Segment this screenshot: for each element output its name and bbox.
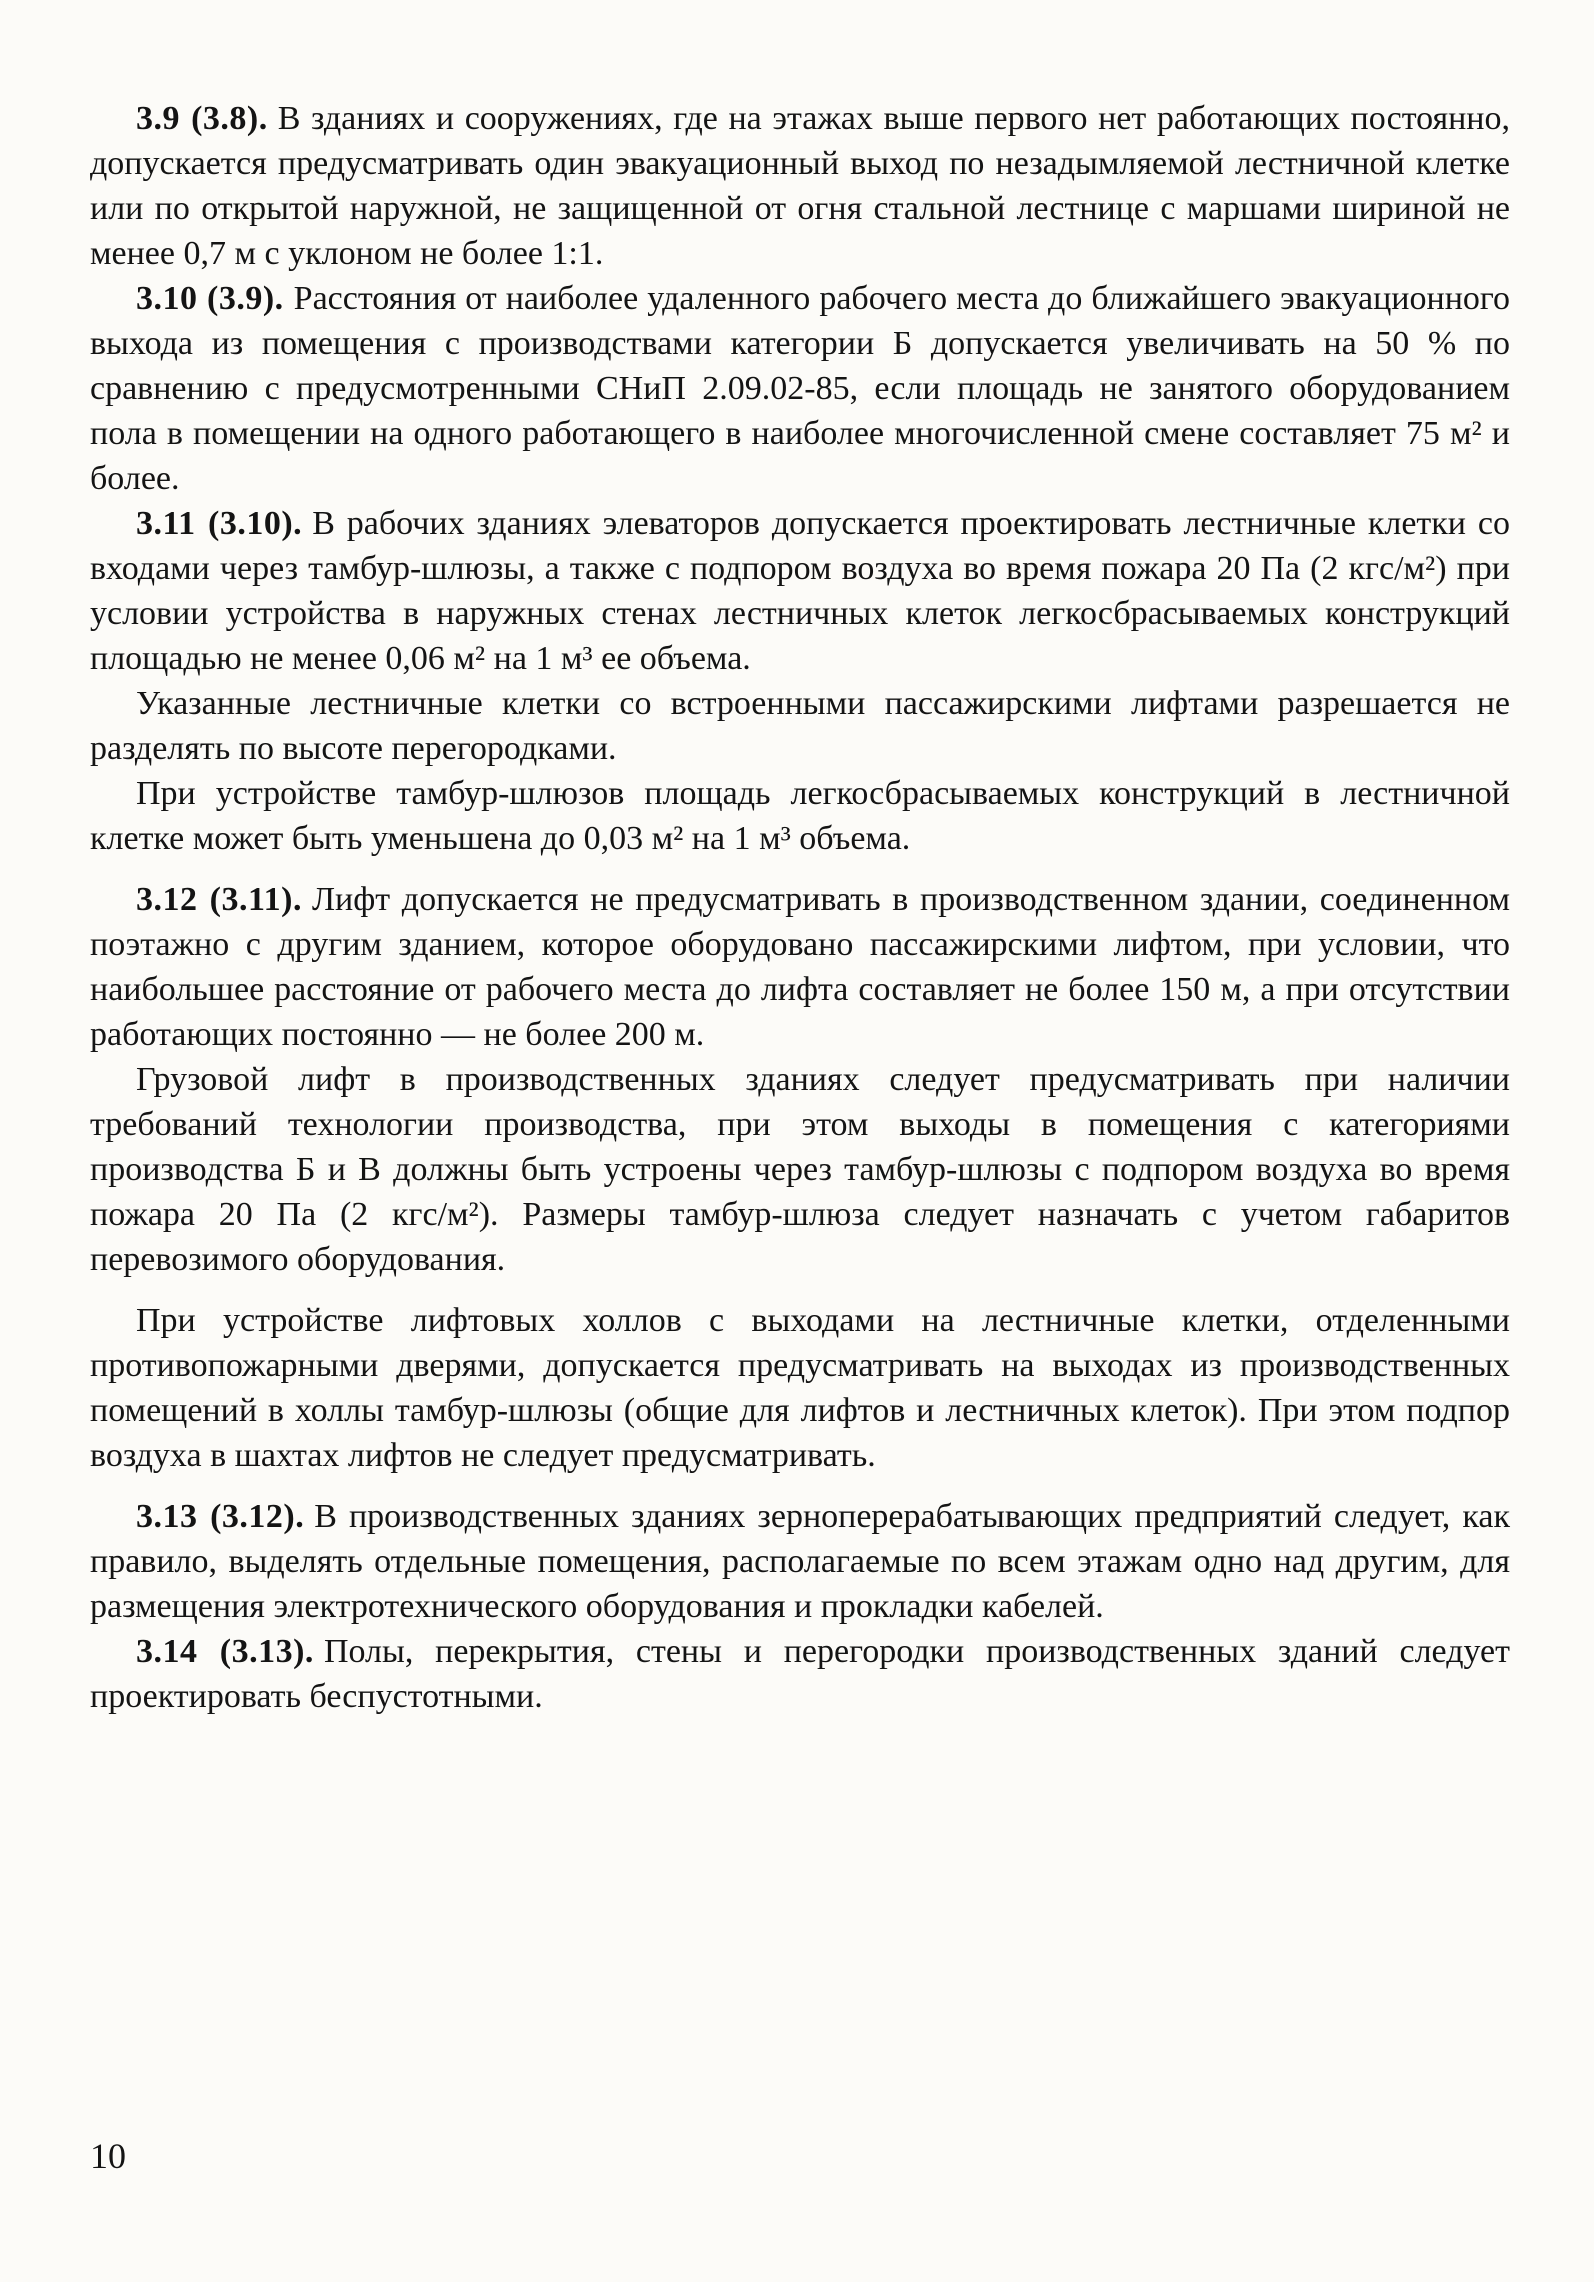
paragraph-3-12-label: 3.12 (3.11).: [136, 881, 302, 918]
paragraph-3-10-text: Расстояния от наиболее удаленного рабочего места до ближайшего эвакуационного выхода из помещения с производствами категории Б допускается увеличивать на 50 % по сравнению с предусмотренными СНиП 2.09.02-85, если площадь не занятого оборудованием пола в помещении на одного работающего в наиболее многочисленной смене составляет 75 м² и более.: [90, 280, 1510, 497]
paragraph-3-13-label: 3.13 (3.12).: [136, 1498, 305, 1535]
paragraph-3-10: [90, 276, 1510, 501]
paragraph-3-14: [90, 1629, 1510, 1719]
paragraph-3-12-cont-2: [90, 1298, 1510, 1478]
paragraph-3-11-cont-2: [90, 771, 1510, 861]
paragraph-3-11-label: 3.11 (3.10).: [136, 505, 303, 542]
paragraph-3-10-label: 3.10 (3.9).: [136, 280, 284, 317]
paragraph-3-13: [90, 1494, 1510, 1629]
paragraph-3-12-text: Лифт допускается не предусматривать в производственном здании, соединенном поэтажно с другим зданием, которое оборудовано пассажирскими лифтом, при условии, что наибольшее расстояние от рабочего места до лифта составляет не более 150 м, а при отсутствии работающих постоянно — не более 200 м.: [90, 881, 1510, 1053]
paragraph-3-9-text: В зданиях и сооружениях, где на этажах выше первого нет работающих постоянно, допускается предусматривать один эвакуационный выход по незадымляемой лестничной клетке или по открытой наружной, не защищенной от огня стальной лестнице с маршами шириной не менее 0,7 м с уклоном не более 1:1.: [90, 100, 1510, 272]
paragraph-3-14-label: 3.14 (3.13).: [136, 1633, 314, 1670]
paragraph-3-13-text: В производственных зданиях зерноперерабатывающих предприятий следует, как правило, выделять отдельные помещения, располагаемые по всем этажам одно над другим, для размещения электротехнического оборудования и прокладки кабелей.: [90, 1498, 1510, 1625]
paragraph-3-11-cont-1-text: Указанные лестничные клетки со встроенными пассажирскими лифтами разрешается не разделять по высоте перегородками.: [90, 685, 1510, 767]
paragraph-3-12-cont-1: [90, 1057, 1510, 1282]
paragraph-3-9: [90, 96, 1510, 276]
page-number: 10: [90, 2136, 126, 2176]
paragraph-3-11-cont-2-text: При устройстве тамбур-шлюзов площадь легкосбрасываемых конструкций в лестничной клетке может быть уменьшена до 0,03 м² на 1 м³ объема.: [90, 775, 1510, 857]
paragraph-3-12-cont-2-text: При устройстве лифтовых холлов с выходами на лестничные клетки, отделенными противопожарными дверями, допускается предусматривать на выходах из производственных помещений в холлы тамбур-шлюзы (общие для лифтов и лестничных клеток). При этом подпор воздуха в шахтах лифтов не следует предусматривать.: [90, 1302, 1510, 1474]
paragraph-3-14-text: Полы, перекрытия, стены и перегородки производственных зданий следует проектировать беспустотными.: [90, 1633, 1510, 1715]
paragraph-3-11-cont-1: [90, 681, 1510, 771]
paragraph-3-11-text: В рабочих зданиях элеваторов допускается проектировать лестничные клетки со входами через тамбур-шлюзы, а также с подпором воздуха во время пожара 20 Па (2 кгс/м²) при условии устройства в наружных стенах лестничных клеток легкосбрасываемых конструкций площадью не менее 0,06 м² на 1 м³ ее объема.: [90, 505, 1510, 677]
paragraph-3-11: [90, 501, 1510, 681]
paragraph-3-12-cont-1-text: Грузовой лифт в производственных зданиях следует предусматривать при наличии требований технологии производства, при этом выходы в помещения с категориями производства Б и В должны быть устроены через тамбур-шлюзы с подпором воздуха во время пожара 20 Па (2 кгс/м²). Размеры тамбур-шлюза следует назначать с учетом габаритов перевозимого оборудования.: [90, 1061, 1510, 1278]
paragraph-3-12: [90, 877, 1510, 1057]
paragraph-3-9-label: 3.9 (3.8).: [136, 100, 268, 137]
text-block: [90, 96, 1510, 1719]
